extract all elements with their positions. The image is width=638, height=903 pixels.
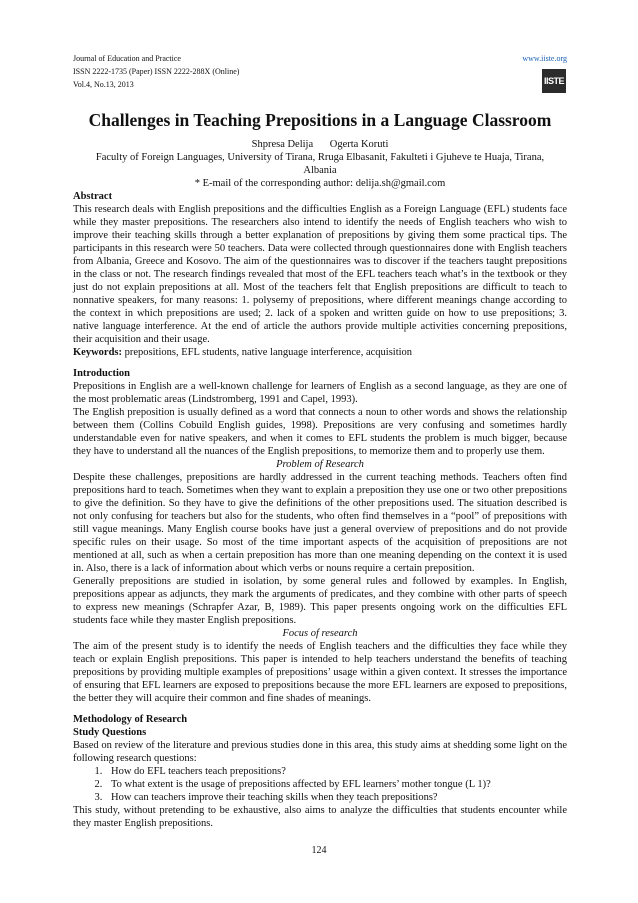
page-number: 124 (311, 845, 327, 856)
running-header (73, 52, 567, 91)
paper-title: Challenges in Teaching Prepositions in a Language Classroom (88, 110, 552, 130)
author-2: Ogerta Koruti (329, 139, 389, 150)
introduction-heading: Introduction (73, 368, 130, 379)
journal-name: Journal of Education and Practice (73, 54, 181, 63)
author-line (73, 138, 567, 151)
focus-paragraph: The aim of the present study is to identify the needs of English teachers and the difficulties they face while they teach or explain English prepositions. This paper is intended to help teachers understand the benefits of teaching prepositions by providing multiple examples of prepositions’ usage within a given context. It stresses the importance of ensuring that EFL learners are exposed to prepositions because the more EFL learners are exposed to prepositions, the better they will acquire their common and fine shades of meanings. (73, 641, 567, 704)
methodology-paragraph-1: Based on review of the literature and previous studies done in this area, this study aims at shedding some light on the following research questions: (73, 740, 567, 764)
problem-heading: Problem of Research (276, 459, 364, 470)
journal-info (73, 52, 239, 91)
problem-paragraph-1: Despite these challenges, prepositions are hardly addressed in the current teaching methods. Teachers often find prepositions hard to teach. Sometimes when they want to explain a preposition they use one or two other prepositions to give the definition. So they have to give the definitions of the other prepositions used. The situation described is not only confusing for teachers but also for the students, who often find themselves in a “pool” of prepositions with still vague meanings. Many English course books have just a general overview of prepositions and do not provide specific rules on their usage. So most of the time important aspects of the acquisition of prepositions are not mentioned at all, such as when a certain preposition has more than one meaning depending on the context it is used in. Also, there is a lack of information about which verbs or nouns require a certain preposition. (73, 472, 567, 574)
research-question: 3. How can teachers improve their teaching skills when they teach prepositions? (105, 791, 567, 804)
abstract-text: This research deals with English prepositions and the difficulties English as a Foreign Language (EFL) students face while they master prepositions. The researchers also intend to identify the needs of English teachers who wish to improve their teaching skills through a better explanation of prepositions by giving them some practical tips. The participants in this research were 50 teachers. Data were collected through questionnaires done with English teachers from Albania, Greece and Kosovo. The aim of the questionnaires was to discover if the teachers taught prepositions in the class or not. The research findings revealed that most of the EFL teachers teach what’s in the textbook or they just do not explain prepositions at all. Most of the teachers felt that English prepositions are difficult to teach to nonnative speakers, for many reasons: 1. polysemy of prepositions, where different meanings change according to the context in which prepositions are used; 2. lack of a spoken and written guide on how to use prepositions; 3. native language interference. At the end of article the authors provide multiple activities concerning prepositions, their acquisition and their usage. (73, 204, 567, 345)
journal-volume: Vol.4, No.13, 2013 (73, 80, 134, 89)
logo-text: IISTE (543, 76, 564, 86)
logo-block (542, 69, 566, 93)
introduction-paragraph-2: The English preposition is usually defined as a word that connects a noun to other words and shows the relationship between them (Collins Cobuild English guides, 1998). Prepositions are very confusing and sometimes hardly understandable even for native speakers, and when it comes to EFL students the problem is much bigger, because they have to understand all the nuances of the English prepositions, to memorize them and to properly use them. (73, 407, 567, 457)
affiliation-line-1: Faculty of Foreign Languages, University of Tirana, Rruga Elbasanit, Fakulteti i Gjuheve te Huaja, Tirana, (95, 152, 545, 163)
research-questions-list (73, 765, 567, 804)
study-questions-heading: Study Questions (73, 727, 147, 738)
iiste-logo (541, 66, 567, 96)
keywords-label: Keywords: (73, 347, 122, 358)
methodology-paragraph-2: This study, without pretending to be exhaustive, also aims to analyze the difficulties that students encounter while they master English prepositions. (73, 805, 567, 829)
corresponding-email: * E-mail of the corresponding author: delija.sh@gmail.com (194, 178, 446, 189)
problem-paragraph-2: Generally prepositions are studied in isolation, by some general rules and followed by examples. In English, prepositions appear as adjuncts, they mark the arguments of predicates, and they combine with other parts of speech to express new meanings (Schrapfer Azar, B, 1989). This paper presents ongoing work on the difficulties EFL students face while they master English prepositions. (73, 576, 567, 626)
journal-website-link[interactable]: www.iiste.org (522, 54, 567, 63)
journal-issn: ISSN 2222-1735 (Paper) ISSN 2222-288X (Online) (73, 67, 240, 76)
methodology-heading: Methodology of Research (73, 714, 188, 725)
abstract-heading: Abstract (73, 191, 113, 202)
research-question: 1. How do EFL teachers teach prepositions? (105, 765, 567, 778)
focus-heading: Focus of research (282, 628, 358, 639)
affiliation-line-2: Albania (303, 165, 337, 176)
introduction-paragraph-1: Prepositions in English are a well-known challenge for learners of English as a second language, as they are one of the most problematic areas (Lindstromberg, 1991 and Capel, 1993). (73, 381, 567, 405)
research-question: 2. To what extent is the usage of prepositions affected by EFL learners’ mother tongue (L 1)? (105, 778, 567, 791)
keywords-text: prepositions, EFL students, native language interference, acquisition (122, 347, 413, 358)
keywords-line (73, 346, 567, 359)
paper-page (73, 52, 567, 830)
author-1: Shpresa Delija (251, 139, 314, 150)
